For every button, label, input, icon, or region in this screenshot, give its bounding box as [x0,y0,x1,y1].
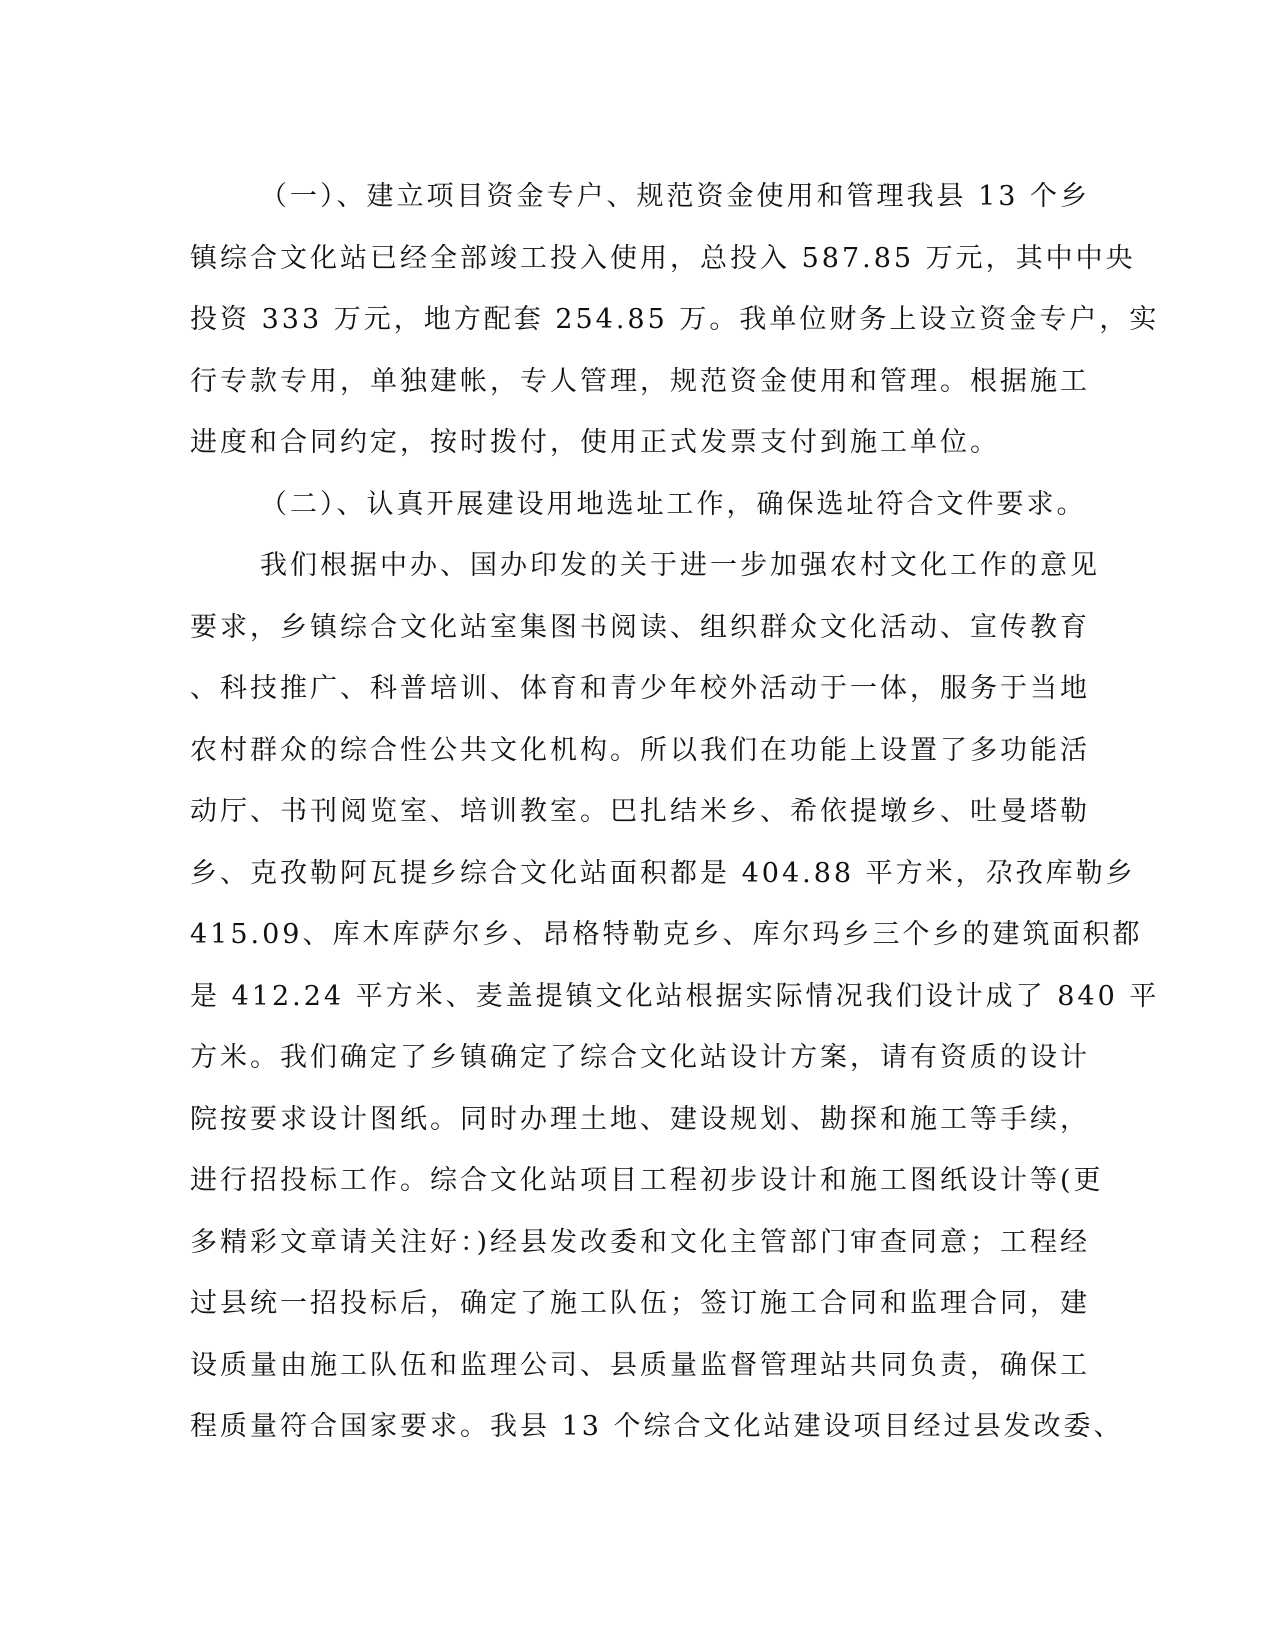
paragraph-3-line-3: 、科技推广、科普培训、体育和青少年校外活动于一体，服务于当地 [190,673,1090,704]
paragraph-3-line-13: 过县统一招投标后，确定了施工队伍；签订施工合同和监理合同，建 [190,1288,1090,1319]
paragraph-3-line-14: 设质量由施工队伍和监理公司、县质量监督管理站共同负责，确保工 [190,1349,1090,1381]
paragraph-3-line-7: 415.09、库木库萨尔乡、昂格特勒克乡、库尔玛乡三个乡的建筑面积都 [190,919,1143,950]
document-body [190,166,1160,1458]
section-heading-2: （二）、认真开展建设用地选址工作，确保选址符合文件要求。 [260,488,1087,520]
paragraph-3-line-4: 农村群众的综合性公共文化机构。所以我们在功能上设置了多功能活 [190,734,1090,766]
paragraph-3-line-5: 动厅、书刊阅览室、培训教室。巴扎结米乡、希依提墩乡、吐曼塔勒 [190,796,1090,827]
paragraph-1-line-2: 镇综合文化站已经全部竣工投入使用，总投入 587.85 万元，其中中央 [190,242,1136,274]
paragraph-1-line-1: （一）、建立项目资金专户、规范资金使用和管理我县 13 个乡 [260,181,1091,212]
paragraph-3-line-1: 我们根据中办、国办印发的关于进一步加强农村文化工作的意见 [260,550,1100,581]
paragraph-3-line-12: 多精彩文章请关注好：)经县发改委和文化主管部门审查同意；工程经 [190,1226,1091,1258]
paragraph-3-line-6: 乡、克孜勒阿瓦提乡综合文化站面积都是 404.88 平方米，尕孜库勒乡 [190,857,1136,889]
paragraph-3-line-10: 院按要求设计图纸。同时办理土地、建设规划、勘探和施工等手续， [190,1103,1090,1135]
paragraph-3-line-9: 方米。我们确定了乡镇确定了综合文化站设计方案，请有资质的设计 [190,1042,1090,1073]
paragraph-3-line-15: 程质量符合国家要求。我县 13 个综合文化站建设项目经过县发改委、 [190,1411,1124,1442]
paragraph-1-line-3: 投资 333 万元，地方配套 254.85 万。我单位财务上设立资金专户，实 [190,304,1160,335]
paragraph-3-line-11: 进行招投标工作。综合文化站项目工程初步设计和施工图纸设计等(更 [190,1165,1104,1196]
paragraph-1-line-5: 进度和合同约定，按时拨付，使用正式发票支付到施工单位。 [190,427,1000,458]
paragraph-1-line-4: 行专款专用，单独建帐，专人管理，规范资金使用和管理。根据施工 [190,365,1090,397]
paragraph-3-line-8: 是 412.24 平方米、麦盖提镇文化站根据实际情况我们设计成了 840 平 [190,980,1160,1012]
paragraph-3-line-2: 要求，乡镇综合文化站室集图书阅读、组织群众文化活动、宣传教育 [190,611,1090,643]
